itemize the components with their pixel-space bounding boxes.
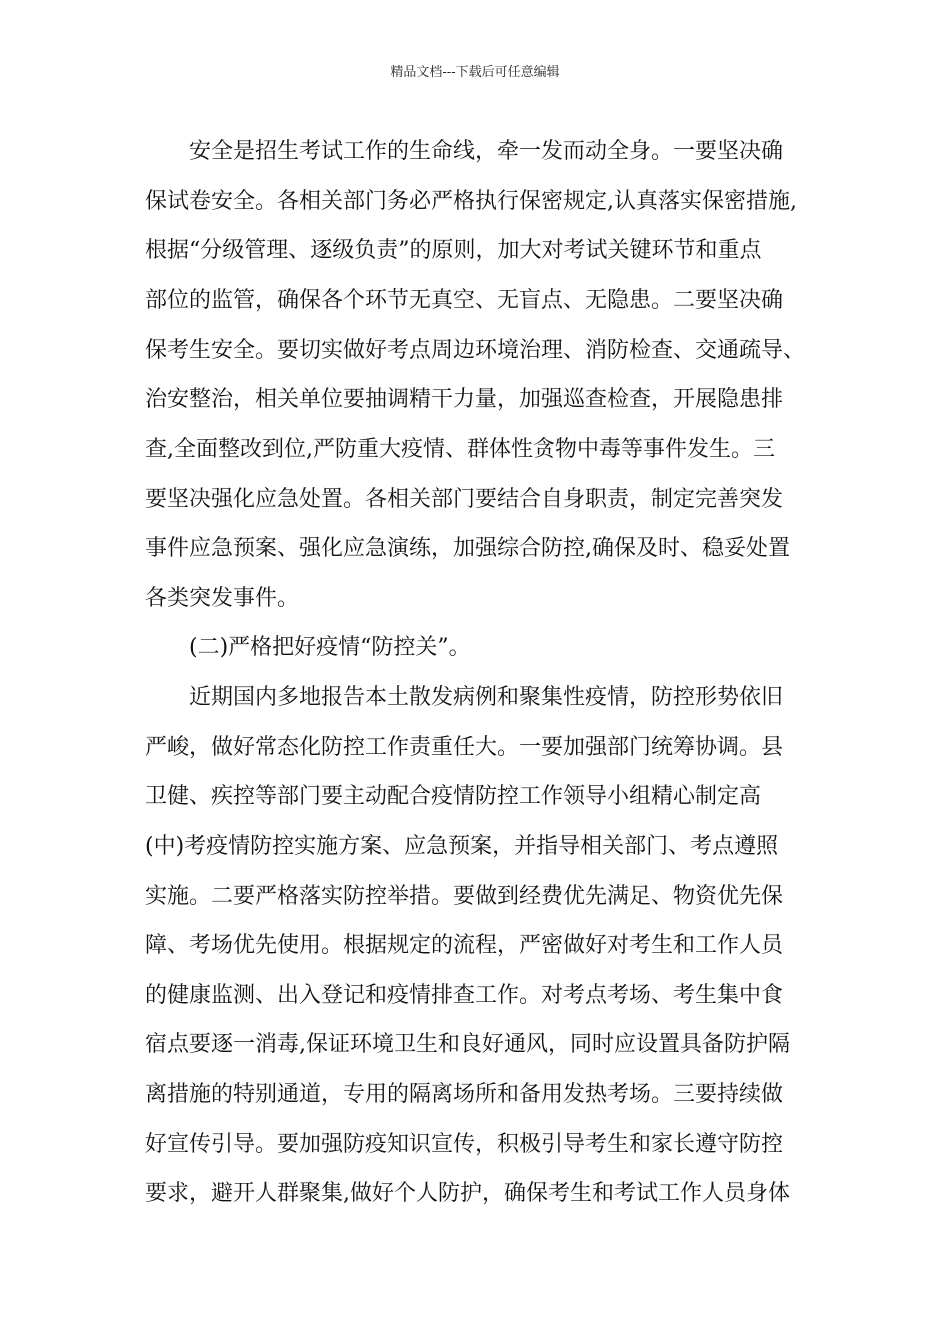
paragraph-line: 离措施的特别通道，专用的隔离场所和备用发热考场。三要持续做	[145, 1082, 784, 1107]
paragraph-line: 近期国内多地报告本土散发病例和聚集性疫情，防控形势依旧	[189, 685, 784, 710]
paragraph-line: 治安整治，相关单位要抽调精干力量，加强巡查检查，开展隐患排	[145, 387, 784, 412]
paragraph-line: 实施。二要严格落实防控举措。要做到经费优先满足、物资优先保	[145, 884, 784, 909]
paragraph-line: 要坚决强化应急处置。各相关部门要结合自身职责，制定完善突发	[145, 487, 784, 512]
paragraph-line: 障、考场优先使用。根据规定的流程，严密做好对考生和工作人员	[145, 933, 784, 958]
paragraph-line: 事件应急预案、强化应急演练，加强综合防控,确保及时、稳妥处置	[145, 536, 790, 561]
paragraph-line: 部位的监管，确保各个环节无真空、无盲点、无隐患。二要坚决确	[145, 288, 784, 313]
paragraph-line: 卫健、疾控等部门要主动配合疫情防控工作领导小组精心制定高	[145, 784, 762, 809]
paragraph-line: 好宣传引导。要加强防疫知识宣传，积极引导考生和家长遵守防控	[145, 1132, 784, 1157]
document-header: 精品文档---下载后可任意编辑	[390, 65, 560, 80]
paragraph-line: (中)考疫情防控实施方案、应急预案，并指导相关部门、考点遵照	[145, 834, 779, 859]
paragraph-line: 严峻，做好常态化防控工作责重任大。一要加强部门统筹协调。县	[145, 735, 784, 760]
paragraph-line: 各类突发事件。	[145, 586, 300, 611]
paragraph-line: 要求，避开人群聚集,做好个人防护，确保考生和考试工作人员身体	[145, 1181, 790, 1206]
paragraph-line: 安全是招生考试工作的生命线，牵一发而动全身。一要坚决确	[189, 139, 784, 164]
paragraph-line: 保试卷安全。各相关部门务必严格执行保密规定,认真落实保密措施,	[145, 189, 797, 214]
paragraph-line: 保考生安全。要切实做好考点周边环境治理、消防检查、交通疏导、	[145, 338, 806, 363]
paragraph-line: 宿点要逐一消毒,保证环境卫生和良好通风，同时应设置具备防护隔	[145, 1032, 790, 1057]
section-heading: (二)严格把好疫情“防控关”。	[189, 635, 471, 660]
paragraph-line: 查,全面整改到位,严防重大疫情、群体性贪物中毒等事件发生。三	[145, 437, 775, 462]
paragraph-line: 的健康监测、出入登记和疫情排查工作。对考点考场、考生集中食	[145, 983, 784, 1008]
paragraph-line: 根据“分级管理、逐级负责”的原则，加大对考试关键环节和重点	[145, 238, 762, 263]
